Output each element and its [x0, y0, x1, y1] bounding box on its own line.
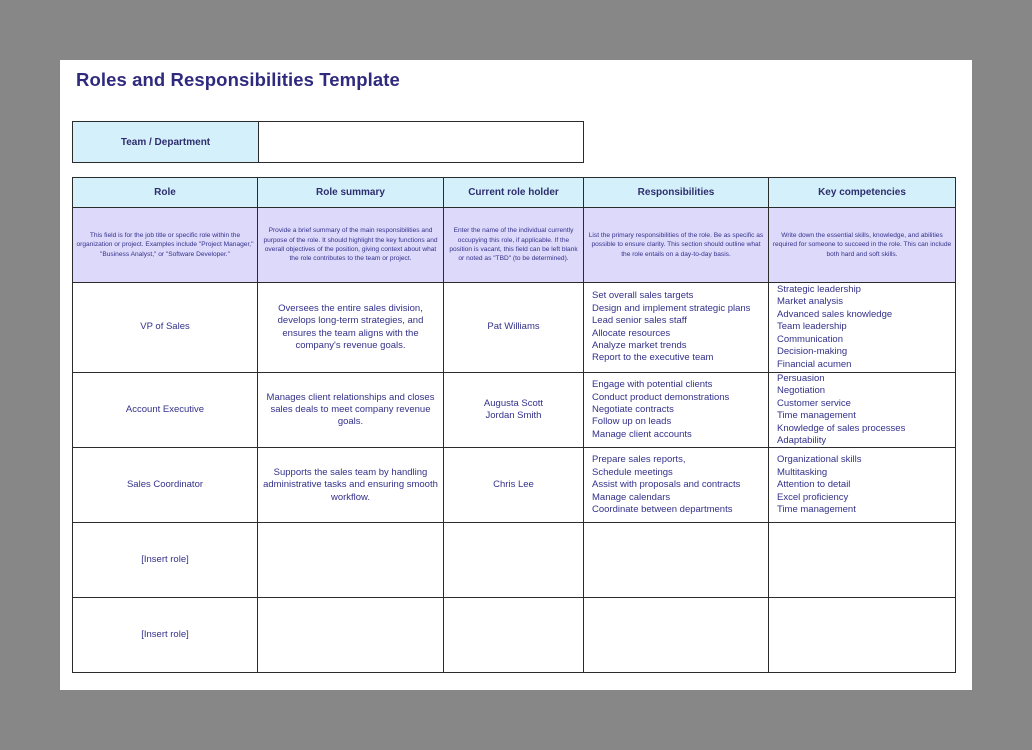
competency-item: Market analysis [777, 296, 843, 308]
responsibilities-cell[interactable] [584, 283, 769, 373]
competency-item: Financial acumen [777, 358, 852, 370]
role-holder-cell[interactable] [444, 523, 584, 598]
responsibilities-cell[interactable] [584, 448, 769, 523]
competencies-cell[interactable] [769, 598, 956, 673]
responsibility-item: Prepare sales reports, [592, 454, 686, 466]
role-summary-cell[interactable]: Supports the sales team by handling administrative tasks and ensuring smooth workflow. [258, 448, 444, 523]
competencies-cell[interactable] [769, 283, 956, 373]
role-summary-cell[interactable]: Oversees the entire sales division, develops long-term strategies, and ensures the team aligns with the company's revenue goals. [258, 283, 444, 373]
role-holder-cell[interactable] [444, 373, 584, 448]
competency-item: Decision-making [777, 346, 848, 358]
role-cell[interactable]: [Insert role] [73, 523, 258, 598]
role-summary-cell[interactable] [258, 598, 444, 673]
role-cell[interactable]: [Insert role] [73, 598, 258, 673]
responsibilities-cell[interactable] [584, 523, 769, 598]
role-holder-cell[interactable] [444, 283, 584, 373]
competency-item: Adaptability [777, 435, 827, 447]
description-current-role-holder: Enter the name of the individual currently occupying this role, if applicable. If the position is vacant, this field can be left blank or noted as "TBD" (to be determined). [444, 208, 584, 283]
description-key-competencies: Write down the essential skills, knowledge, and abilities required for someone to succeed in the role. This can include both hard and soft skills. [769, 208, 956, 283]
responsibility-item: Negotiate contracts [592, 404, 674, 416]
column-header-current-role-holder: Current role holder [444, 178, 584, 208]
role-cell[interactable]: VP of Sales [73, 283, 258, 373]
role-holder-cell[interactable] [444, 598, 584, 673]
responsibility-item: Engage with potential clients [592, 379, 713, 391]
role-holder-cell[interactable] [444, 448, 584, 523]
column-header-role-summary: Role summary [258, 178, 444, 208]
table-row [73, 448, 956, 523]
role-holder-name: Jordan Smith [485, 410, 542, 422]
responsibility-item: Assist with proposals and contracts [592, 479, 741, 491]
role-summary-cell[interactable] [258, 523, 444, 598]
competency-item: Time management [777, 410, 856, 422]
description-responsibilities: List the primary responsibilities of the role. Be as specific as possible to ensure clarity. This section should outline what the role entails on a day-to-day basis. [584, 208, 769, 283]
responsibility-item: Set overall sales targets [592, 290, 694, 302]
competency-item: Time management [777, 504, 856, 516]
responsibility-item: Report to the executive team [592, 352, 714, 364]
description-role-summary: Provide a brief summary of the main responsibilities and purpose of the role. It should highlight the key functions and overall objectives of the position, giving context about what the role contributes to the team or project. [258, 208, 444, 283]
responsibilities-cell[interactable] [584, 598, 769, 673]
team-department-table [72, 121, 584, 163]
role-holder-name: Augusta Scott [483, 397, 544, 409]
template-sheet [60, 60, 972, 690]
competency-item: Communication [777, 333, 843, 345]
responsibility-item: Manage calendars [592, 491, 671, 503]
responsibility-item: Lead senior sales staff [592, 315, 687, 327]
responsibility-item: Analyze market trends [592, 339, 687, 351]
competency-item: Negotiation [777, 385, 826, 397]
competencies-cell[interactable] [769, 523, 956, 598]
competency-item: Multitasking [777, 466, 828, 478]
team-department-field[interactable] [259, 122, 584, 163]
responsibility-item: Follow up on leads [592, 416, 672, 428]
competency-item: Advanced sales knowledge [777, 308, 893, 320]
description-row [73, 208, 956, 283]
competencies-cell[interactable] [769, 448, 956, 523]
header-row [73, 178, 956, 208]
competency-item: Persuasion [777, 373, 825, 384]
table-row [73, 283, 956, 373]
responsibility-item: Design and implement strategic plans [592, 302, 751, 314]
competencies-cell[interactable] [769, 373, 956, 448]
role-cell[interactable]: Account Executive [73, 373, 258, 448]
role-summary-cell[interactable]: Manages client relationships and closes sales deals to meet company revenue goals. [258, 373, 444, 448]
table-row [73, 373, 956, 448]
competency-item: Knowledge of sales processes [777, 422, 906, 434]
competency-item: Organizational skills [777, 454, 862, 466]
competency-item: Customer service [777, 397, 851, 409]
table-row [73, 598, 956, 673]
responsibility-item: Coordinate between departments [592, 504, 733, 516]
responsibility-item: Manage client accounts [592, 428, 692, 440]
page-title: Roles and Responsibilities Template [76, 69, 400, 90]
column-header-key-competencies: Key competencies [769, 178, 956, 208]
competency-item: Attention to detail [777, 479, 851, 491]
responsibilities-cell[interactable] [584, 373, 769, 448]
responsibility-item: Allocate resources [592, 327, 671, 339]
role-cell[interactable]: Sales Coordinator [73, 448, 258, 523]
table-row [73, 523, 956, 598]
competency-item: Strategic leadership [777, 284, 861, 296]
competency-item: Team leadership [777, 321, 847, 333]
role-holder-name: Chris Lee [493, 479, 534, 491]
column-header-role: Role [73, 178, 258, 208]
column-header-responsibilities: Responsibilities [584, 178, 769, 208]
role-holder-name: Pat Williams [487, 321, 540, 333]
responsibility-item: Conduct product demonstrations [592, 391, 730, 403]
responsibility-item: Schedule meetings [592, 466, 673, 478]
competency-item: Excel proficiency [777, 491, 849, 503]
roles-table [72, 177, 956, 673]
team-department-label: Team / Department [73, 122, 259, 163]
description-role: This field is for the job title or specific role within the organization or project. Examples include "Project Manager," "Business Analyst," or "Software Developer." [73, 208, 258, 283]
